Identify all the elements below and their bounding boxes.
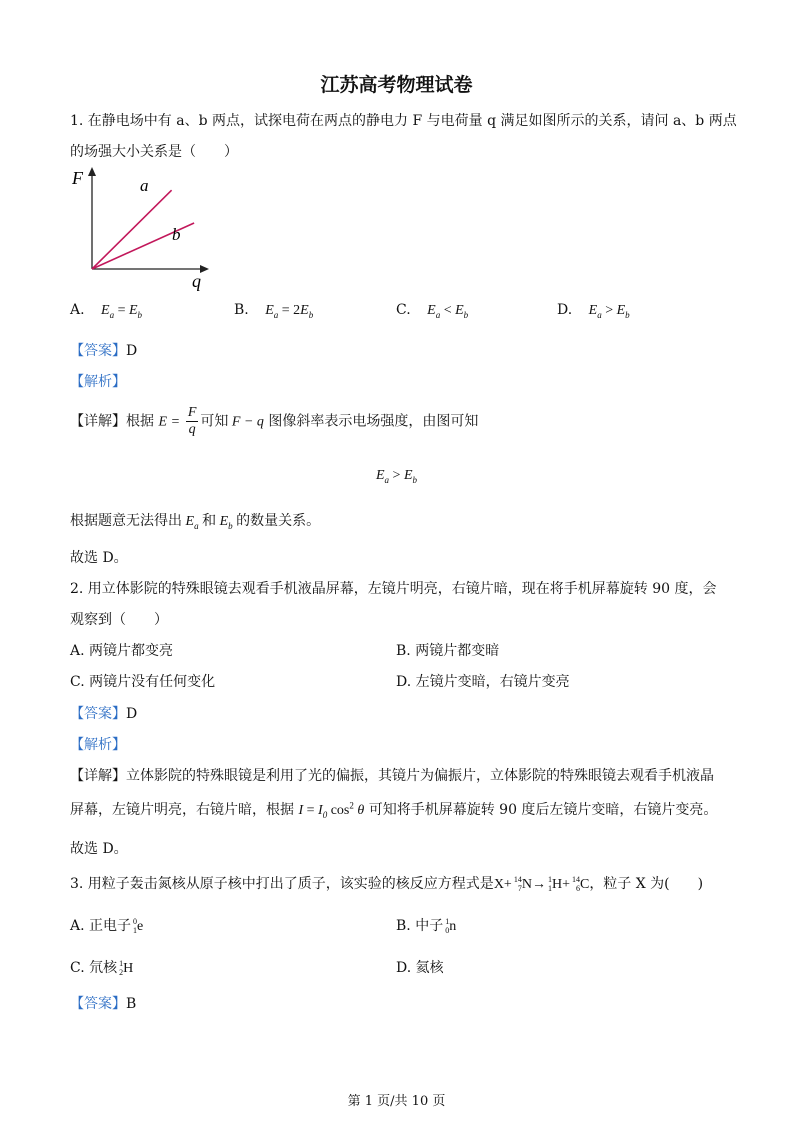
q2-option-a[interactable]: A. 两镜片都变亮: [70, 643, 174, 659]
option-letter: D.: [557, 302, 573, 318]
q2-option-d[interactable]: D. 左镜片变暗，右镜片变亮: [396, 674, 570, 690]
q1-option-b[interactable]: B. $E_a = 2E_b$: [234, 302, 314, 320]
q2-option-b[interactable]: B. 两镜片都变暗: [396, 643, 500, 659]
q3-option-b[interactable]: B. 中子 1 0n: [396, 917, 457, 935]
q3-option-c[interactable]: C. 氘核 1 2H: [70, 959, 134, 977]
page-footer: 第 1 页/共 10 页: [347, 1094, 446, 1109]
q3-stem: 3. 用粒子轰击氮核从原子核中打出了质子，该实验的核反应方程式是X+ 14 7N→ 1 1H+ 14 6C，粒子 X 为( ): [70, 875, 704, 893]
answer-tag: 【答案】: [70, 996, 126, 1012]
q2-detail-line1: 【详解】立体影院的特殊眼镜是利用了光的偏振，其镜片为偏振片，立体影院的特殊眼镜去观看手机液晶: [70, 768, 714, 784]
q3-option-d[interactable]: D. 氦核: [396, 960, 444, 976]
series-label-a: a: [140, 176, 149, 195]
option-letter: B.: [234, 302, 249, 318]
q2-stem-line2: 观察到（ ）: [70, 612, 168, 628]
option-letter: A.: [70, 302, 85, 318]
q2-stem-line1: 2. 用立体影院的特殊眼镜去观看手机液晶屏幕，左镜片明亮，右镜片暗，现在将手机屏幕旋转 90 度，会: [70, 581, 717, 597]
q1-analysis-tag: 【解析】: [70, 374, 126, 390]
q3-option-a[interactable]: A. 正电子 0 1e: [70, 917, 144, 935]
q2-option-c[interactable]: C. 两镜片没有任何变化: [70, 674, 216, 690]
q2-analysis-tag: 【解析】: [70, 737, 126, 753]
series-label-b: b: [172, 225, 181, 244]
q1-option-a[interactable]: A. $E_a = E_b$: [70, 302, 143, 320]
x-axis-label: q: [192, 271, 201, 291]
q3-answer: 【答案】B: [70, 996, 137, 1012]
q1-choose: 故选 D。: [70, 550, 128, 566]
q2-answer: 【答案】D: [70, 706, 138, 722]
q1-option-c[interactable]: C. $E_a < E_b$: [396, 302, 469, 320]
q1-detail: 【详解】根据 E = $\frac{F}{q}$ 可知 F − q 图像斜率表示电场强度，由图可知: [70, 405, 479, 437]
q1-option-d[interactable]: D. $E_a > E_b$: [557, 302, 630, 320]
y-axis-arrow: [88, 167, 96, 176]
page-title: 江苏高考物理试卷: [320, 74, 473, 96]
series-line-a: [92, 190, 172, 269]
option-letter: C.: [396, 302, 411, 318]
q1-answer: 【答案】D: [70, 343, 138, 359]
q2-detail-line2: 屏幕，左镜片明亮，右镜片暗，根据 $I = I_0$ $\cos^2 \theta$ 可知将手机屏幕旋转 90 度后左镜片变暗，右镜片变亮。: [70, 800, 718, 820]
q1-stem-line1: 1. 在静电场中有 a、b 两点，试探电荷在两点的静电力 F 与电荷量 q 满足如图所示的关系，请问 a、b 两点: [70, 113, 737, 129]
q1-result-formula: $E_a > E_b$: [375, 468, 418, 485]
q1-chart: [66, 166, 216, 291]
answer-tag: 【答案】: [70, 706, 126, 722]
q1-stem-line2: 的场强大小关系是（ ）: [70, 144, 238, 160]
answer-tag: 【答案】: [70, 343, 126, 359]
x-axis-arrow: [200, 265, 209, 273]
q2-choose: 故选 D。: [70, 841, 128, 857]
y-axis-label: F: [72, 168, 83, 188]
q1-conclusion: 根据题意无法得出 $E_a$ 和 $E_b$ 的数量关系。: [70, 513, 321, 531]
